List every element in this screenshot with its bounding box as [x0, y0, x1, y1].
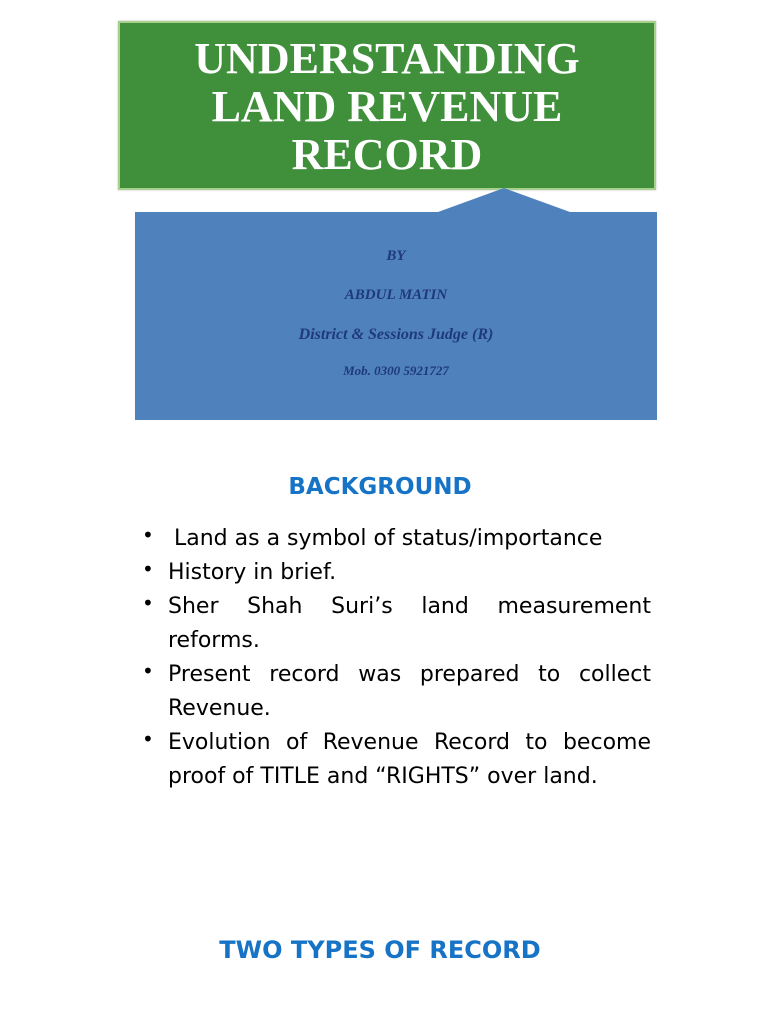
- title-line-1: UNDERSTANDING: [194, 34, 580, 83]
- bullet-item: • History in brief.: [140, 556, 651, 590]
- bullet-item: • Present record was prepared to collect Revenue.: [140, 658, 651, 726]
- bullet-item: • Evolution of Revenue Record to become proof of TITLE and “RIGHTS” over land.: [140, 726, 651, 794]
- title-line-2: LAND REVENUE: [211, 82, 563, 131]
- title-line-3: RECORD: [291, 130, 483, 179]
- author-mobile: Mob. 0300 5921727: [343, 363, 449, 378]
- author-block: [135, 212, 657, 420]
- background-heading: BACKGROUND: [288, 474, 472, 500]
- author-designation: District & Sessions Judge (R): [298, 326, 494, 343]
- bullet-item: • Sher Shah Suri’s land measurement reforms.: [140, 590, 651, 658]
- record-types-heading: TWO TYPES OF RECORD: [219, 936, 541, 964]
- author-name: ABDUL MATIN: [344, 287, 448, 303]
- bullet-item: • Land as a symbol of status/importance: [140, 522, 651, 556]
- background-bullet-list: [140, 522, 651, 794]
- author-by-label: BY: [386, 248, 406, 264]
